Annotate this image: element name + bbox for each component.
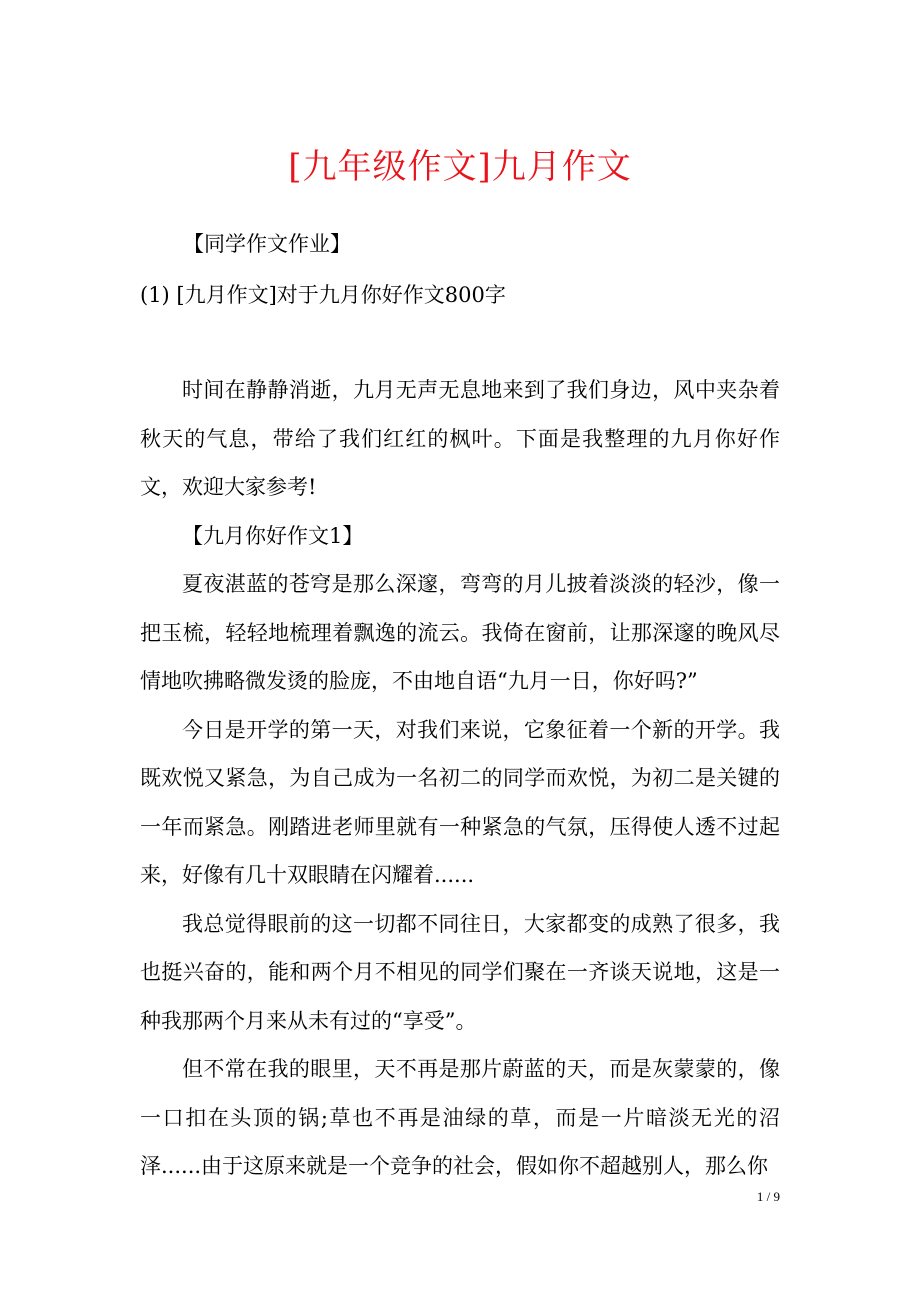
paragraph-heading: 【九月你好作文1】	[182, 523, 364, 548]
paragraph: 今日是开学的第一天，对我们来说，它象征着一个新的开学。我既欢悦又紧急，为自己成为一名初二的同学而欢悦，为初二是关键的一年而紧急。刚踏进老师里就有一种紧急的气氛，压得使人透不过起来，好像有几十双眼睛在闪耀着......	[140, 717, 780, 887]
paragraph: 但不常在我的眼里，天不再是那片蔚蓝的天，而是灰蒙蒙的，像一口扣在头顶的锅;草也不再是油绿的草，而是一片暗淡无光的沼泽......由于这原来就是一个竞争的社会，假如你不超越别人，那么你	[140, 1057, 780, 1178]
paragraph: 我总觉得眼前的这一切都不同往日，大家都变的成熟了很多，我也挺兴奋的，能和两个月不相见的同学们聚在一齐谈天说地，这是一种我那两个月来从未有过的“享受”。	[140, 911, 780, 1033]
paragraph: 时间在静静消逝，九月无声无息地来到了我们身边，风中夹杂着秋天的气息，带给了我们红红的枫叶。下面是我整理的九月你好作文，欢迎大家参考!	[140, 378, 780, 499]
essay-body	[140, 366, 780, 1191]
section-label: 【同学作文作业】	[183, 232, 351, 256]
paragraph: 夏夜湛蓝的苍穹是那么深邃，弯弯的月儿披着淡淡的轻沙，像一把玉梳，轻轻地梳理着飘逸的流云。我倚在窗前，让那深邃的晚风尽情地吹拂略微发烫的脸庞，不由地自语“九月一日，你好吗?”	[140, 572, 780, 693]
document-title: [九年级作文]九月作文	[288, 147, 632, 187]
page-number: 1 / 9	[756, 1189, 780, 1204]
essay-subtitle: (1) [九月作文]对于九月你好作文800字	[140, 283, 506, 307]
